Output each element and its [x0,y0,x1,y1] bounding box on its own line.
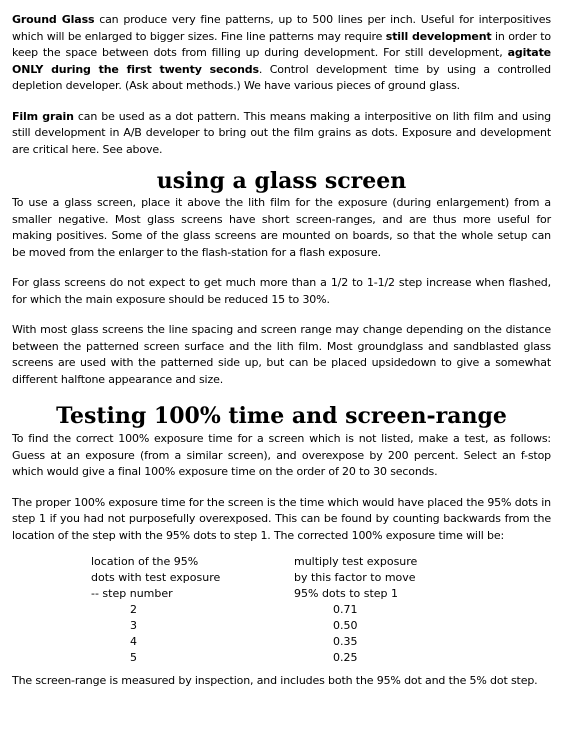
table-step-number: 4 [130,635,137,648]
glass-screen-heading: using a glass screen [156,168,407,194]
glass-screen-paragraph-2: For glass screens do not expect to get much more than a 1/2 to 1-1/2 step increase when flashed, for which the main exposure should be reduced 15 to 30%. [12,276,551,306]
table-header-right-line-3: 95% dots to step 1 [294,587,399,600]
table-header-right-line-2: by this factor to move [294,571,416,584]
film-grain-paragraph [0,109,563,159]
ground-glass-text-2: in order to keep the space between dots from filling up during development. For still development, [12,29,552,59]
glass-screen-paragraph-1: To use a glass screen, place it above the lith film for the exposure (during enlargement) from a smaller negative. Most glass screens have short screen-ranges, and are thus more useful for making positives. Some of the glass screens are mounted on boards, so that the whole setup can be moved from the enlarger to the flash-station for a flash exposure. [12,196,551,259]
exposure-factor-table [0,554,563,666]
table-header-left-line-1: location of the 95% [91,555,199,568]
testing-heading: Testing 100% time and screen-range [56,403,507,429]
table-header-left-line-2: dots with test exposure [91,571,221,584]
screen-range-paragraph: The screen-range is measured by inspection, and includes both the 95% dot and the 5% dot step. [12,674,538,687]
table-header-right-line-1: multiply test exposure [294,555,418,568]
ground-glass-bold-1: still development [385,29,492,43]
table-factor: 0.25 [333,651,358,664]
ground-glass-text-3: . Control development time by using a controlled depletion developer. (Ask about methods.) We have various pieces of ground glass. [12,62,551,92]
ground-glass-paragraph [0,12,563,95]
testing-paragraph-1: To find the correct 100% exposure time for a screen which is not listed, make a test, as follows: Guess at an exposure (from a similar screen), and overexpose by 200 percent. Select an f-stop which would give a final 100% exposure time on the order of 20 to 30 seconds. [12,432,551,478]
film-grain-text: can be used as a dot pattern. This means making a interpositive on lith film and using still development in A/B developer to bring out the film grains as dots. Exposure and development are critical here. See above. [12,109,551,156]
glass-screen-paragraph-3: With most glass screens the line spacing and screen range may change depending on the distance between the patterned screen surface and the lith film. Most groundglass and sandblasted glass screens are used with the patterned side up, but can be placed upsidedown to give a somewhat different halftone appearance and size. [12,323,551,386]
table-step-number: 3 [130,619,137,632]
table-factor: 0.71 [333,603,358,616]
ground-glass-bold-2: agitate ONLY during the first twenty seconds [12,46,551,76]
ground-glass-lead: Ground Glass [12,13,95,26]
film-grain-lead: Film grain [12,109,74,123]
ground-glass-text-1: can produce very fine patterns, up to 500 lines per inch. Useful for interpositives which will be enlarged to bigger sizes. Fine line patterns may require [12,13,551,43]
testing-paragraph-2: The proper 100% exposure time for the screen is the time which would have placed the 95% dots in step 1 if you had not purposefully overexposed. This can be found by counting backwards from the location of the step with the 95% dots to step 1. The corrected 100% exposure time will be: [12,495,551,542]
table-step-number: 5 [130,651,137,664]
table-factor: 0.35 [333,635,358,648]
table-factor: 0.50 [333,619,358,632]
table-header-left-line-3: -- step number [91,587,173,600]
table-step-number: 2 [130,603,137,616]
